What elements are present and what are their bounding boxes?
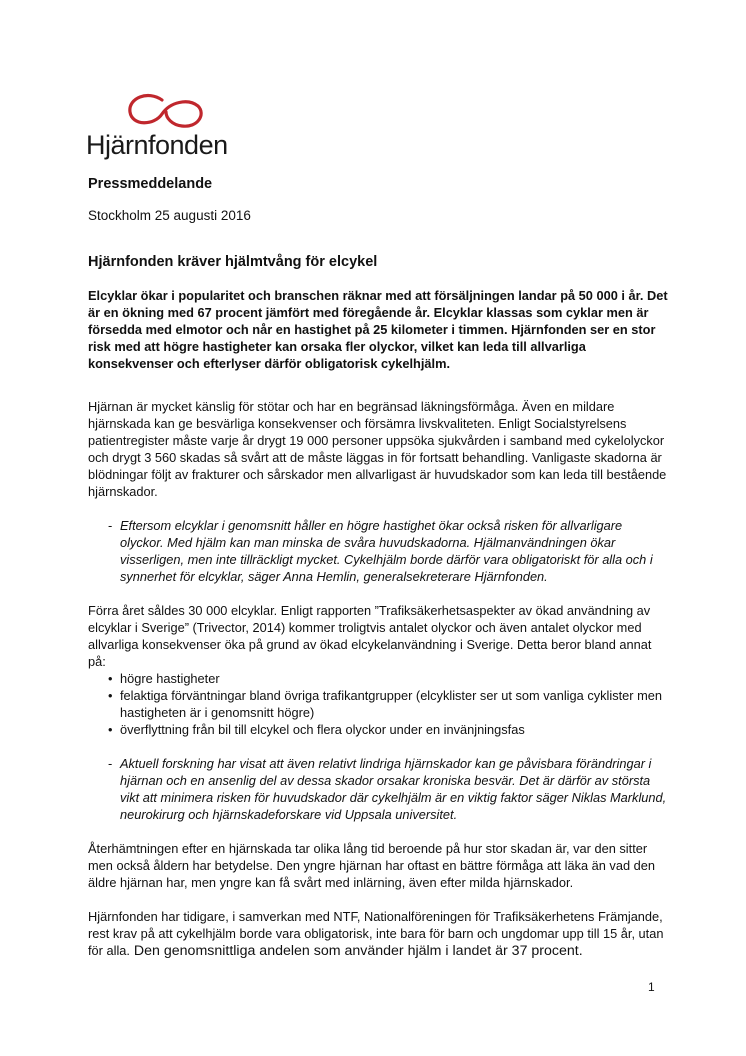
- bullet-icon: •: [108, 688, 113, 703]
- paragraph-4: Hjärnfonden har tidigare, i samverkan med NTF, Nationalföreningen för Trafiksäkerhetens Främjande, rest krav på att cykelhjälm borde vara obligatorisk, inte bara för barn och ungdomar upp till 15 år, utan för alla. Den genomsnittliga andelen som använder hjälm i landet är 37 procent.: [88, 909, 664, 959]
- quote-1: [88, 517, 668, 585]
- list-item: • överflyttning från bil till elcykel och flera olyckor under en invänjningsfas: [108, 722, 525, 737]
- lead-paragraph: Elcyklar ökar i popularitet och branschen räknar med att försäljningen landar på 50 000 i år. Det är en ökning med 67 procent jämfört med föregående år. Elcyklar klassas som cyklar men är försedda med elmotor och når en hastighet på 25 kilometer i timmen. Hjärnfonden ser en stor risk med att högre hastigheter kan orsaka fler olyckor, vilket kan leda till allvarliga konsekvenser och efterlyser därför obligatorisk cykelhjälm.: [88, 288, 668, 371]
- bullet-list: [88, 670, 668, 738]
- hjarnfonden-logo: [86, 92, 256, 164]
- bullet-icon: •: [108, 722, 113, 737]
- page-number: 1: [648, 980, 655, 994]
- quote-2: [88, 755, 668, 823]
- press-release-body: [88, 176, 668, 977]
- list-item: • felaktiga förväntningar bland övriga trafikantgrupper (elcyklister ser ut som vanliga cyklister men hastigheten är i genomsnitt högre): [108, 688, 662, 720]
- helmet-usage-statement: Den genomsnittliga andelen som använder hjälm i landet är 37 procent.: [129, 943, 583, 959]
- document-type: Pressmeddelande: [88, 176, 213, 192]
- logo-wordmark: Hjärnfonden: [86, 130, 228, 160]
- paragraph-1: Hjärnan är mycket känslig för stötar och har en begränsad läkningsförmåga. Även en mildare hjärnskada kan ge besvärliga konsekvenser och försämra livskvaliteten. Enligt Socialstyrelsens patientregister måste varje år drygt 19 000 personer uppsöka sjukvården i samband med cykelolyckor och drygt 3 560 skadas så svårt att de måste läggas in för fortsatt behandling. Vanligaste skadorna är blödningar följt av frakturer och sårskador men allvarligast är huvudskador som kan leda till bestående hjärnskador.: [88, 399, 667, 499]
- brain-loops-icon: [126, 92, 206, 132]
- list-item: • högre hastigheter: [108, 671, 220, 686]
- quote-1-text: Eftersom elcyklar i genomsnitt håller en högre hastighet ökar också risken för allvarligare olyckor. Med hjälm kan man minska de svåra huvudskadorna. Hjälmanvändningen ökar visserligen, men inte tillräckligt mycket. Cykelhjälm borde därför vara obligatoriskt för alla och i synnerhet för elcyklar, säger Anna Hemlin, generalsekreterare Hjärnfonden.: [120, 518, 653, 584]
- dateline: Stockholm 25 augusti 2016: [88, 208, 251, 223]
- paragraph-2: Förra året såldes 30 000 elcyklar. Enligt rapporten ”Trafiksäkerhetsaspekter av ökad användning av elcyklar i Sverige” (Trivector, 2014) kommer troligtvis antalet olyckor och även antalet olyckor med allvarliga konsekvenser öka på grund av ökad elcykelanvändning i Sverige. Detta beror bland annat på:: [88, 603, 652, 669]
- paragraph-3: Återhämtningen efter en hjärnskada tar olika lång tid beroende på hur stor skadan är, var den sitter men också åldern har betydelse. Den yngre hjärnan har oftast en bättre förmåga att läka än vad den äldre hjärnan har, men yngre kan få svårt med inlärning, även efter milda hjärnskador.: [88, 841, 655, 890]
- quote-dash: -: [108, 518, 113, 533]
- quote-2-text: Aktuell forskning har visat att även relativt lindriga hjärnskador kan ge påvisbara förändringar i hjärnan och en ansenlig del av dessa skador orsakar kroniska besvär. Det är därför av största vikt att minimera risken för huvudskador där cykelhjälm är en viktig faktor säger Niklas Marklund, neurokirurg och hjärnskadeforskare vid Uppsala universitet.: [120, 756, 667, 822]
- headline: Hjärnfonden kräver hjälmtvång för elcykel: [88, 254, 378, 270]
- quote-dash: -: [108, 756, 113, 771]
- bullet-icon: •: [108, 671, 113, 686]
